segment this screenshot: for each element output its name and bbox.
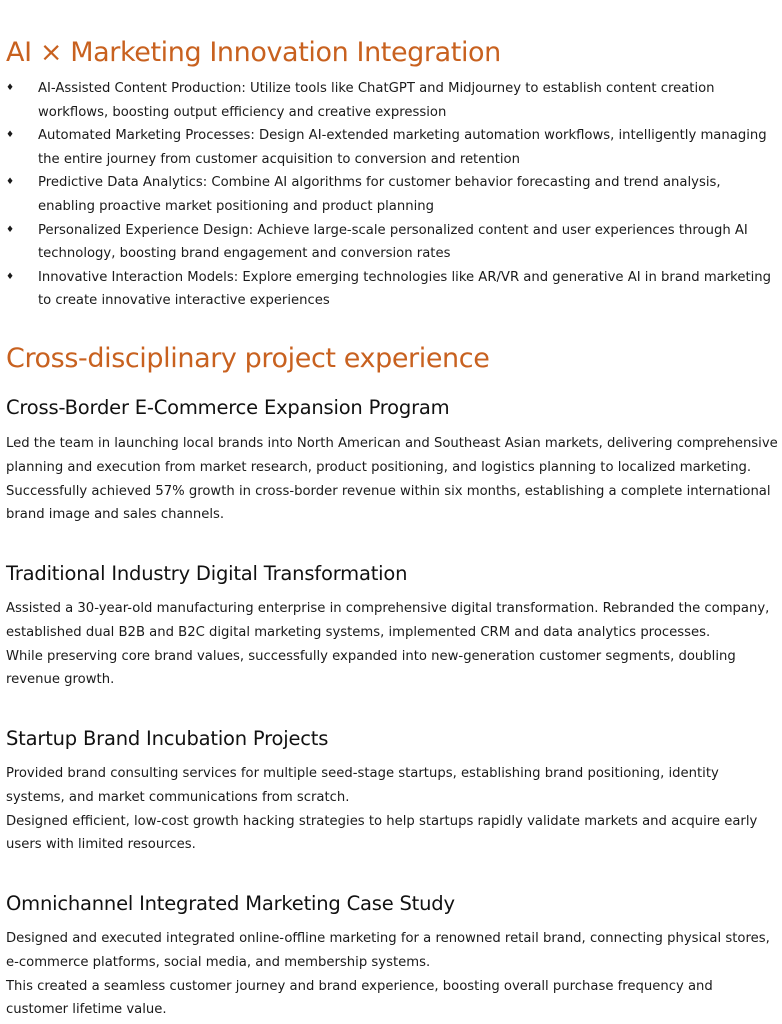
diamond-bullet-icon: ♦ <box>6 224 15 235</box>
project-description: Led the team in launching local brands into North American and Southeast Asian markets, delivering comprehensive planning and execution from market research, product positioning, and logistics planning to localized marketing. Successfully achieved 57% growth in cross-border revenue within six months, establishing a complete international brand image and sales channels. <box>6 436 778 523</box>
list-item-text: Innovative Interaction Models: Explore emerging technologies like AR/VR and generative AI in brand marketing to create innovative interactive experiences <box>38 269 772 309</box>
project-title: Startup Brand Incubation Projects <box>6 727 329 750</box>
projects-section-title: Cross-disciplinary project experience <box>6 343 490 374</box>
list-item-text: AI-Assisted Content Production: Utilize tools like ChatGPT and Midjourney to establish content creation workflows, boosting output efficiency and creative expression <box>38 81 715 120</box>
list-item-text: Predictive Data Analytics: Combine AI algorithms for customer behavior forecasting and trend analysis, enabling proactive market positioning and product planning <box>38 175 721 214</box>
project-description <box>6 927 778 1022</box>
project-description <box>6 762 778 857</box>
list-item <box>6 219 776 266</box>
project-paragraph: While preserving core brand values, successfully expanded into new-generation customer segments, doubling revenue growth. <box>6 648 736 688</box>
project-title: Omnichannel Integrated Marketing Case Study <box>6 892 455 915</box>
list-item <box>6 171 776 218</box>
project-title: Cross-Border E-Commerce Expansion Program <box>6 396 450 419</box>
diamond-bullet-icon: ♦ <box>6 83 15 93</box>
list-item <box>6 266 776 313</box>
ai-bullet-list <box>6 77 776 313</box>
project-digital-transformation <box>6 561 778 692</box>
project-paragraph: Designed and executed integrated online-offline marketing for a renowned retail brand, connecting physical stores, e-commerce platforms, social media, and membership systems. <box>6 931 770 970</box>
project-paragraph: Designed efficient, low-cost growth hacking strategies to help startups rapidly validate markets and acquire early users with limited resources. <box>6 813 758 853</box>
ai-section-title: AI × Marketing Innovation Integration <box>6 37 501 68</box>
project-startup-incubation <box>6 726 778 857</box>
project-cross-border <box>6 395 778 527</box>
project-title: Traditional Industry Digital Transformation <box>6 562 408 585</box>
list-item-text: Personalized Experience Design: Achieve large-scale personalized content and user experiences through AI technology, boosting brand engagement and conversion rates <box>38 222 748 262</box>
project-omnichannel <box>6 891 778 1022</box>
list-item-text: Automated Marketing Processes: Design AI-extended marketing automation workflows, intelligently managing the entire journey from customer acquisition to conversion and retention <box>38 128 767 167</box>
diamond-bullet-icon: ♦ <box>6 271 15 282</box>
project-paragraph: Assisted a 30-year-old manufacturing enterprise in comprehensive digital transformation. Rebranded the company, established dual B2B and B2C digital marketing systems, implemented CRM and data analytics processes. <box>6 601 770 640</box>
project-paragraph: This created a seamless customer journey and brand experience, boosting overall purchase frequency and customer lifetime value. <box>6 978 713 1018</box>
list-item <box>6 124 776 171</box>
list-item <box>6 77 776 124</box>
diamond-bullet-icon: ♦ <box>6 130 15 141</box>
diamond-bullet-icon: ♦ <box>6 177 15 188</box>
project-description <box>6 597 778 692</box>
project-paragraph: Provided brand consulting services for multiple seed-stage startups, establishing brand positioning, identity systems, and market communications from scratch. <box>6 766 719 805</box>
